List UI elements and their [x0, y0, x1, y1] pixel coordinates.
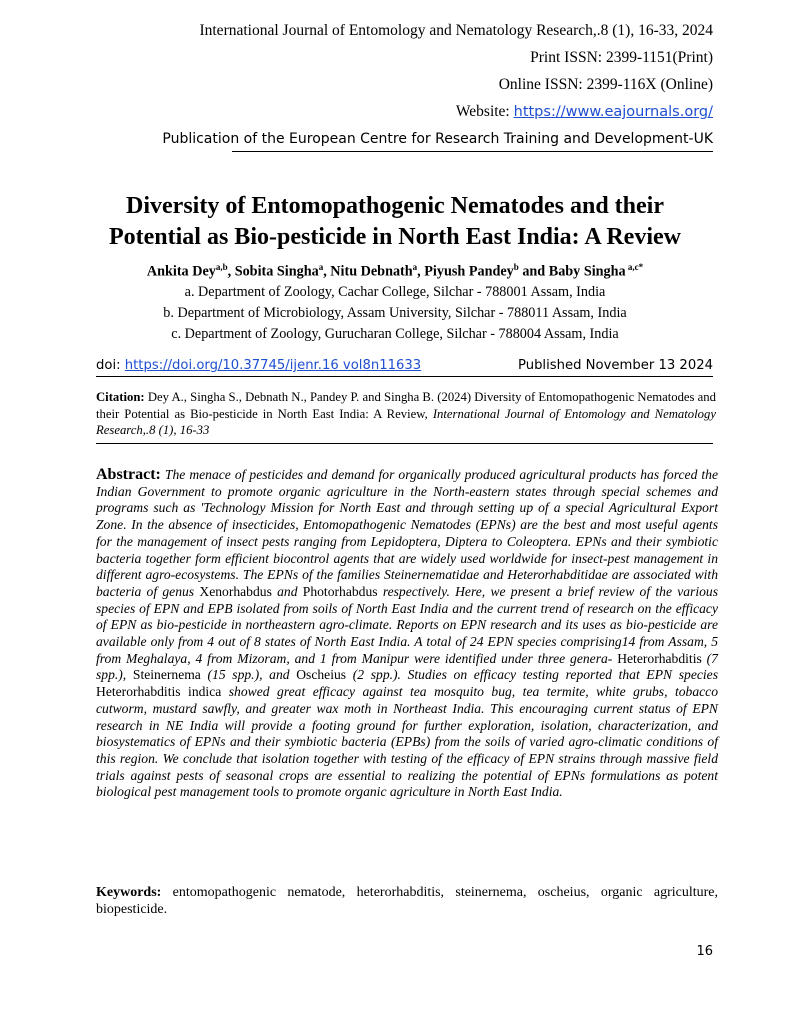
doi-rule [96, 376, 713, 377]
affiliation-a: a. Department of Zoology, Cachar College, Silchar - 788001 Assam, India [184, 284, 606, 300]
keywords-text: entomopathogenic nematode, heterorhabditis, steinernema, oscheius, organic agriculture, biopesticide. [96, 885, 718, 917]
abstract-block [96, 467, 718, 801]
author-affiliation-mark: a [412, 262, 418, 272]
header-rule [232, 151, 713, 152]
citation-rule [96, 443, 713, 444]
author-separator: and [518, 263, 549, 280]
genus-name: Oscheius [296, 667, 347, 683]
author-name: Baby Singha [548, 263, 626, 280]
abstract-text: (7 spp.), [96, 650, 718, 683]
website-line [456, 103, 713, 121]
journal-header-line: International Journal of Entomology and Nematology Research,.8 (1), 16-33, 2024 [199, 22, 713, 39]
affiliation-c: c. Department of Zoology, Gurucharan College, Silchar - 788004 Assam, India [171, 326, 619, 342]
author-name: Nitu Debnath [330, 263, 413, 280]
website-label: Website: [455, 103, 510, 120]
citation-text: Dey A., Singha S., Debnath N., Pandey P. and Singha B. (2024) Diversity of Entomopathogenic Nematodes and their Potential as Bio-pesticide in North East India: A Review, [96, 390, 716, 421]
abstract-text: respectively. Here, we present a brief review of the various species of EPN and EPB isolated from soils of North East India and the current trend of research on the efficacy of EPN as bio-pesticide in northeastern agro-climate. Reports on EPN research and its uses as bio-pesticide are available only from 4 out of 8 states of North East India. A total of 24 EPN species comprising14 from Assam, 5 from Meghalaya, 4 from Mizoram, and 1 from Manipur were identified under three genera- [96, 583, 719, 666]
citation-journal: International Journal of Entomology and Nematology Research,.8 (1), 16-33 [96, 406, 716, 437]
author-affiliation-mark: a [318, 262, 324, 272]
affiliation-b: b. Department of Microbiology, Assam University, Silchar - 788011 Assam, India [163, 305, 627, 321]
abstract-text: and [277, 583, 298, 599]
doi-line [96, 358, 421, 373]
author-name: Sobita Singha [234, 263, 319, 280]
print-issn: Print ISSN: 2399-1151(Print) [530, 49, 713, 66]
abstract-text: (2 spp.). Studies on efficacy testing reported that EPN species [352, 667, 718, 683]
online-issn: Online ISSN: 2399-116X (Online) [498, 76, 713, 93]
author-affiliation-mark: a,c* [625, 262, 644, 272]
doi-link[interactable]: https://doi.org/10.37745/ijenr.16 vol8n11633 [124, 358, 422, 373]
title-line-2: Potential as Bio-pesticide in North East India: A Review [108, 224, 681, 250]
title-line-1: Diversity of Entomopathogenic Nematodes and their [126, 193, 664, 219]
abstract-label: Abstract: [96, 466, 161, 483]
author-name: Ankita Dey [146, 263, 216, 280]
genus-name: Heterorhabditis [617, 650, 702, 666]
author-separator: , [417, 263, 425, 280]
genus-name: Steinernema [132, 667, 201, 683]
abstract-text: The menace of pesticides and demand for organically produced agricultural products has forced the Indian Government to promote organic agriculture in the North-eastern states through special schemes and programs such as 'Technology Mission for North East and through setting up of a special Agricultural Export Zone. In the absence of insecticides, Entomopathogenic Nematodes (EPNs) are the best and most useful agents for the management of insect pests ranging from Lepidoptera, Diptera to Coleoptera. EPNs and their symbiotic bacteria together form efficient biocontrol agents that are widely used worldwide for insect-pest management in different agro-ecosystems. The EPNs of the families Steinernematidae and Heterorhabditidae are associated with bacteria of genus [96, 467, 718, 599]
author-affiliation-mark: b [513, 262, 519, 272]
published-date: Published November 13 2024 [517, 358, 713, 373]
genus-name: Xenorhabdus [199, 583, 272, 599]
abstract-text: (15 spp.), and [207, 667, 290, 683]
website-link[interactable]: https://www.eajournals.org/ [513, 104, 713, 120]
author-separator: , [227, 263, 235, 280]
author-list [70, 262, 720, 281]
publisher-line: Publication of the European Centre for Research Training and Development-UK [162, 131, 713, 147]
genus-name: Photorhabdus [302, 583, 378, 599]
keywords-block [96, 884, 718, 918]
author-name: Piyush Pandey [424, 263, 514, 280]
citation-block [96, 389, 716, 439]
doi-label: doi: [96, 358, 121, 373]
author-separator: , [323, 263, 331, 280]
paper-title [70, 191, 720, 253]
author-affiliation-mark: a,b [215, 262, 228, 272]
species-name: Heterorhabditis indica [96, 684, 222, 700]
citation-label: Citation: [96, 390, 145, 404]
abstract-text: showed great efficacy against tea mosquito bug, tea termite, white grubs, tobacco cutworm, mustard sawfly, and greater wax moth in Northeast India. This encouraging current status of EPN research in NE India will provide a footing ground for further exploration, isolation, characterization, and biosystematics of EPNs and their symbiotic bacteria (EPBs) from the soils of varied agro-climatic conditions of this region. We conclude that isolation together with testing of the efficacy of EPN strains through massive field trials against pests of seasonal crops are essential to realizing the potential of EPNs formulations as potent biological pest management tools to promote organic agriculture in North East India. [96, 684, 718, 800]
page-number: 16 [696, 944, 713, 959]
keywords-label: Keywords: [96, 885, 162, 900]
